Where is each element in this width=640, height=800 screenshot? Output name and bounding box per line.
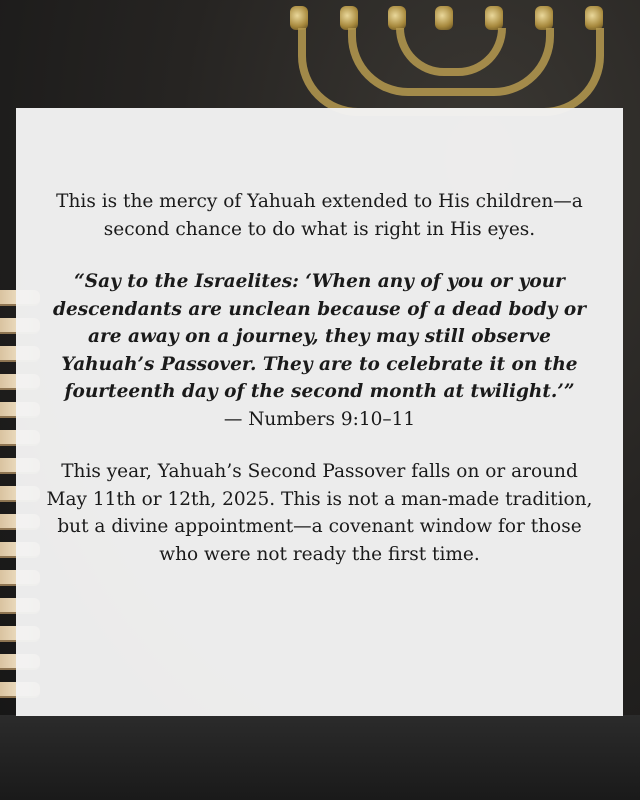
scripture-quote: “Say to the Israelites: ‘When any of you or your descendants are unclean because of a dead body or are away on a journey, they may still observe Yahuah’s Passover. They are to celebrate it on the fourteenth day of the second month at twilight.’”: [53, 271, 586, 402]
text-card: [16, 108, 623, 716]
closing-text: This year, Yahuah’s Second Passover falls on or around May 11th or 12th, 2025. This is not a man-made tradition, but a divine appointment—a covenant window for those who were not ready the first time.: [46, 461, 593, 565]
scripture-reference: — Numbers 9:10–11: [223, 408, 416, 430]
table-surface: [0, 715, 640, 800]
intro-text: This is the mercy of Yahuah extended to His children—a second chance to do what is right in His eyes.: [56, 191, 583, 240]
